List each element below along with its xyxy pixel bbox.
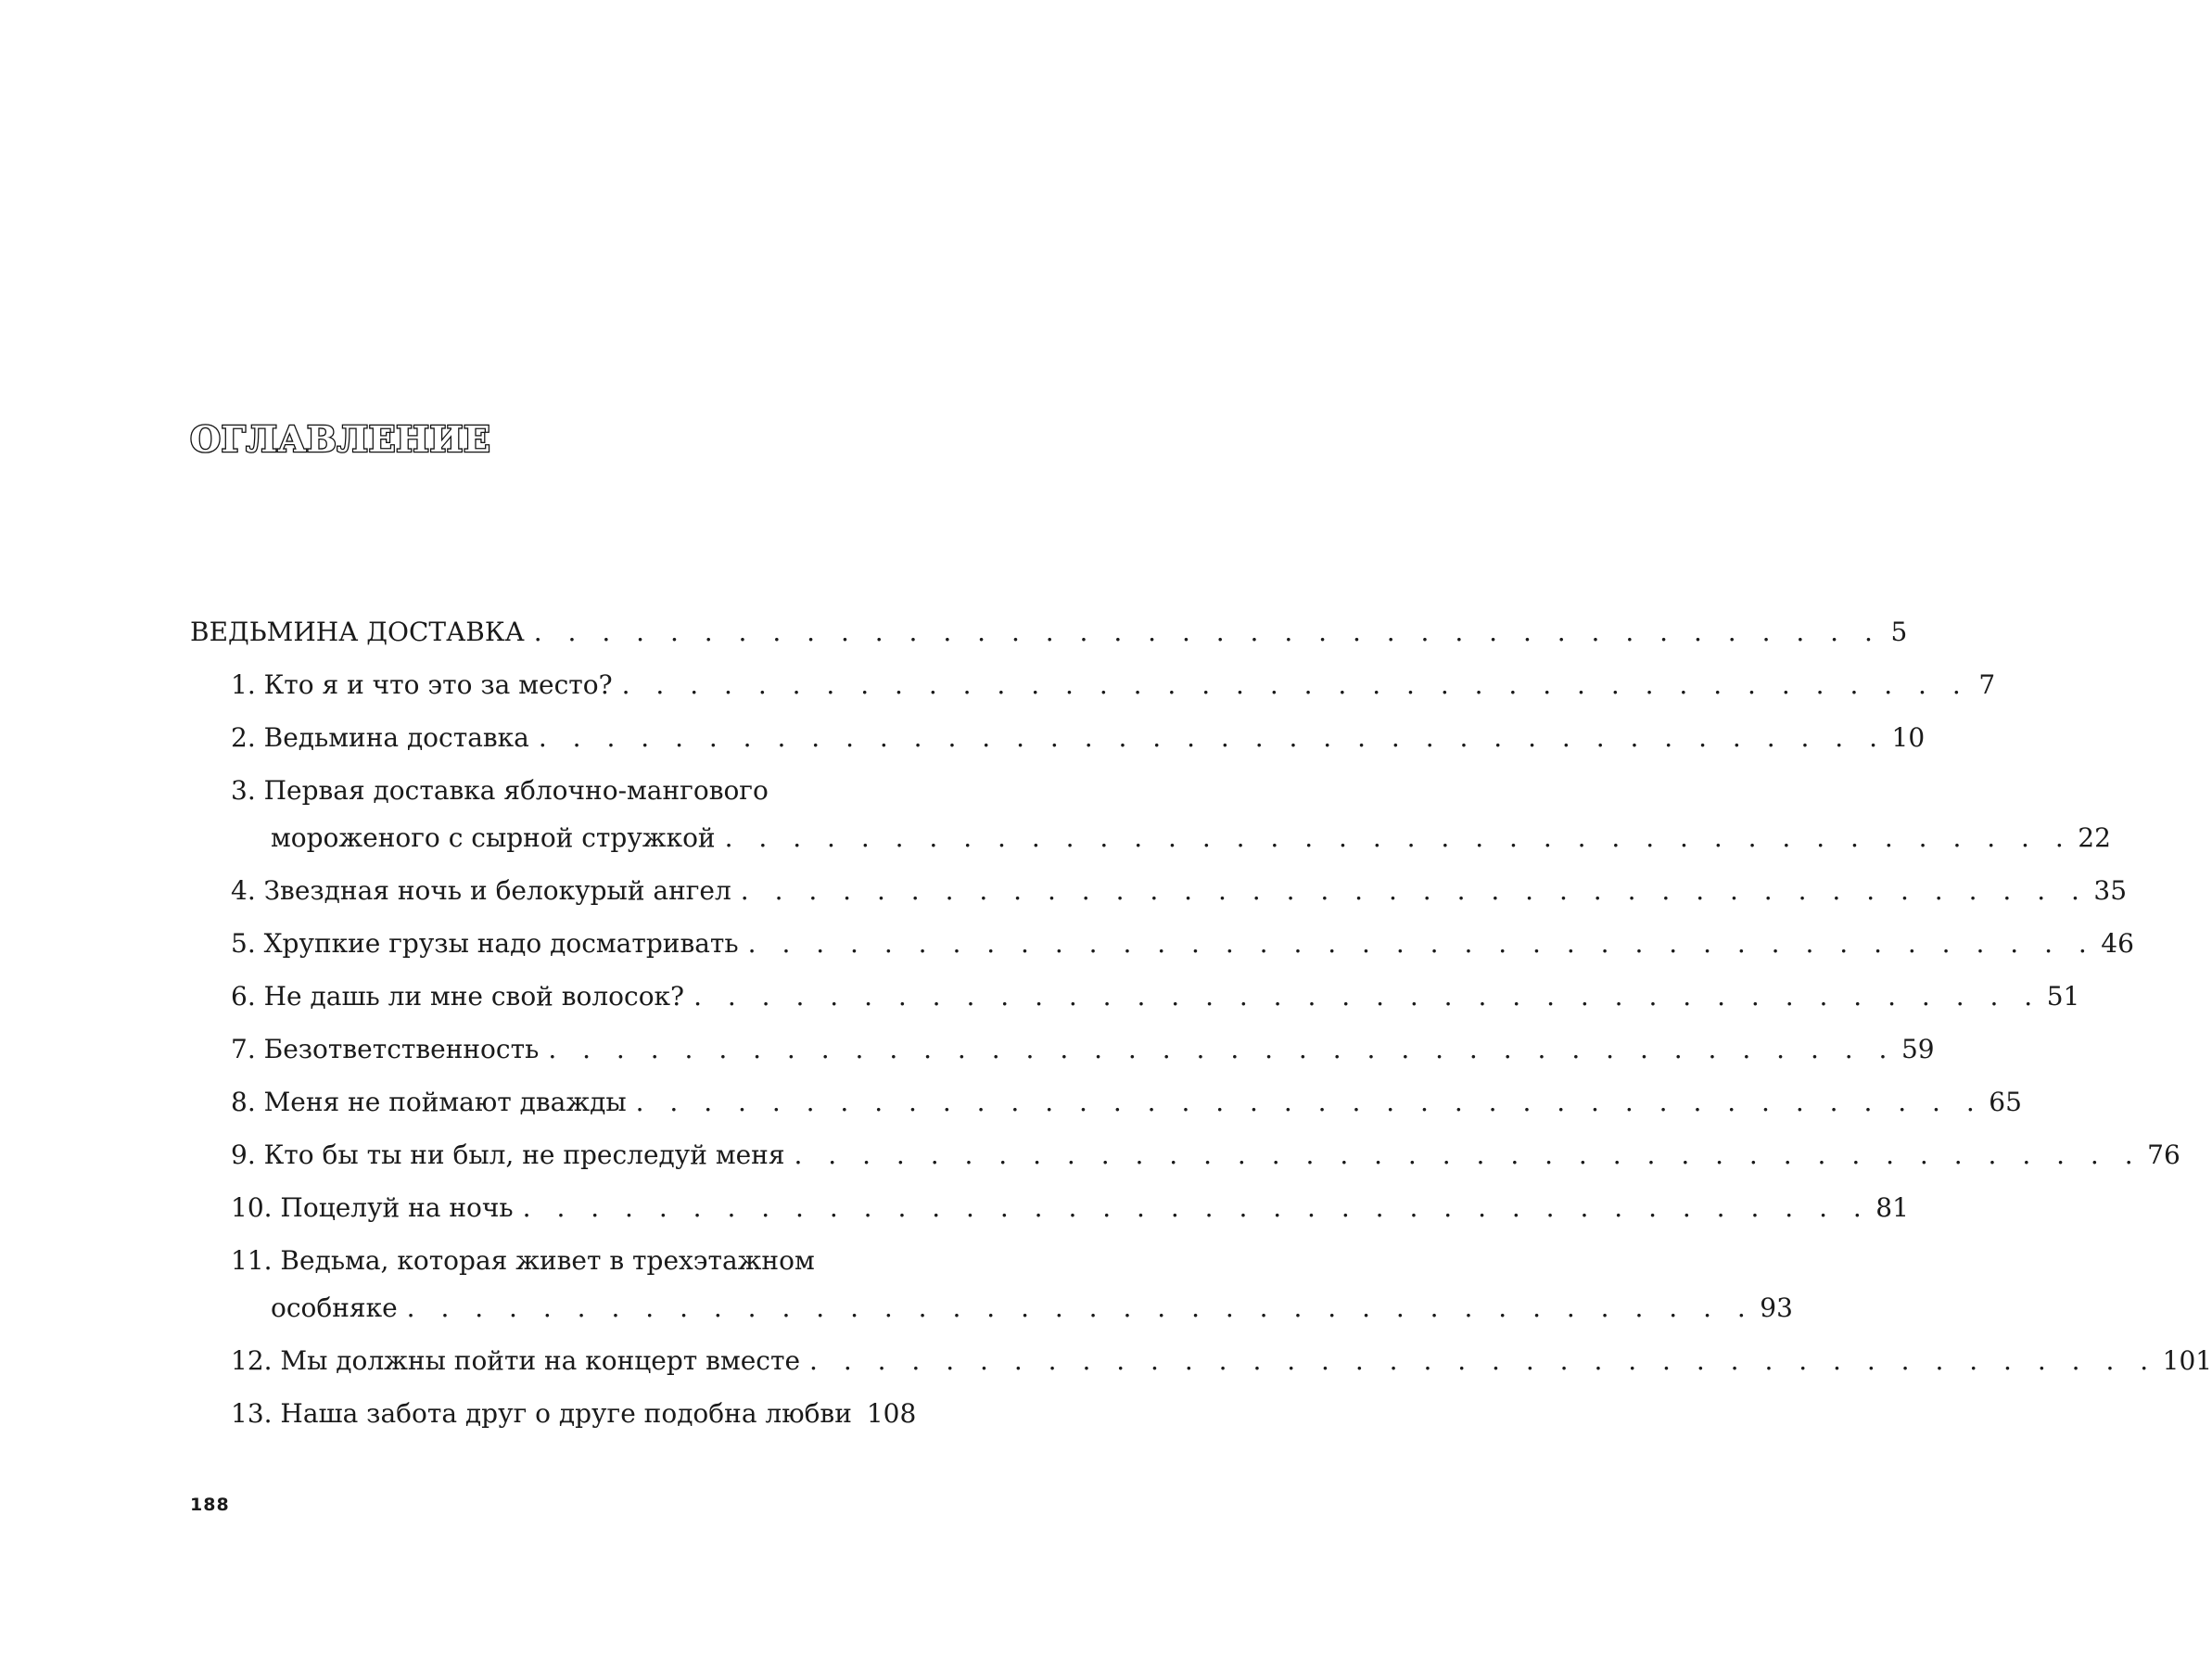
toc-entry-page: 5 [1890, 617, 1908, 647]
toc-entry [190, 775, 909, 825]
toc-entry-page: 10 [1891, 722, 1926, 753]
dot-leader: . . . . . . . . . . . . . . . . . . . . . . . . . . . . . . . . . . . . . . . . [621, 669, 1970, 700]
toc-entry-page: 81 [1875, 1192, 1909, 1223]
toc-entry-title-line1: 3. Первая доставка яблочно-мангового [231, 775, 769, 806]
toc-entry-page: 101 [2162, 1345, 2212, 1376]
toc-part-entry [190, 617, 1908, 672]
toc-entry-continuation [190, 822, 2111, 878]
dot-leader: . . . . . . . . . . . . . . . . . . . . . . . . . . . . . . . . . . . . . . . . [809, 1345, 2157, 1376]
toc-entry-continuation [190, 1292, 1793, 1348]
dot-leader: . . . . . . . . . . . . . . . . . . . . . . . . . . . . . . . . . . . . . . . . [794, 1139, 2142, 1170]
dot-leader: . . . . . . . . . . . . . . . . . . . . . . . . . . . . . . . . . . . . . . . . [548, 1034, 1896, 1064]
toc-entry [190, 1192, 1909, 1248]
toc-entry-page: 51 [2046, 981, 2080, 1012]
toc-entry [190, 1034, 1935, 1089]
dot-leader: . . . . . . . . . . . . . . . . . . . . . . . . . . . . . . . . . . . . . . . . [533, 617, 1882, 647]
toc-entry-title: 1. Кто я и что это за место? [231, 669, 613, 700]
toc-entry-title-line1: 11. Ведьма, которая живет в трехэтажном [231, 1245, 815, 1276]
dot-leader: . . . . . . . . . . . . . . . . . . . . . . . . . . . . . . . . . . . . . . . . [538, 722, 1887, 753]
toc-entry [190, 1398, 917, 1454]
toc-entry-page: 93 [1760, 1292, 1793, 1323]
toc-entry [190, 1139, 2180, 1195]
dot-leader: . . . . . . . . . . . . . . . . . . . . . . . . . . . . . . . . . . . . . . . . [740, 875, 2089, 906]
toc-entry-page: 7 [1978, 669, 1996, 700]
table-of-contents [190, 617, 2212, 1454]
toc-entry-title: 7. Безответственность [231, 1034, 540, 1064]
toc-entry-page: 22 [2078, 822, 2111, 853]
dot-leader: . . . . . . . . . . . . . . . . . . . . . . . . . . . . . . . . . . . . . . . . [635, 1087, 1984, 1117]
toc-entry-title: 10. Поцелуй на ночь [231, 1192, 514, 1223]
toc-entry-page: 35 [2093, 875, 2128, 906]
toc-entry [190, 981, 2080, 1037]
toc-entry-page: 59 [1901, 1034, 1935, 1064]
toc-entry-title: 6. Не дашь ли мне свой волосок? [231, 981, 685, 1012]
toc-entry-title-line2: особняке [271, 1292, 398, 1323]
toc-entry-title: 2. Ведьмина доставка [231, 722, 529, 753]
toc-entry-page: 65 [1989, 1087, 2022, 1117]
page-number: 188 [190, 1495, 230, 1515]
toc-entry [190, 1087, 2022, 1142]
toc-entry [190, 928, 2134, 984]
toc-entry [190, 875, 2128, 931]
toc-entry-title: 12. Мы должны пойти на концерт вместе [231, 1345, 801, 1376]
toc-entry [190, 1245, 909, 1295]
toc-entry-title: ВЕДЬМИНА ДОСТАВКА [190, 617, 525, 647]
toc-entry-title: 4. Звездная ночь и белокурый ангел [231, 875, 731, 906]
toc-entry-page: 108 [866, 1398, 917, 1429]
dot-leader: . . . . . . . . . . . . . . . . . . . . . . . . . . . . . . . . . . . . . . . . [747, 928, 2096, 959]
dot-leader: . . . . . . . . . . . . . . . . . . . . . . . . . . . . . . . . . . . . . . . . [724, 822, 2073, 853]
toc-entry [190, 1345, 2212, 1401]
toc-entry-title: 13. Наша забота друг о друге подобна любви [231, 1398, 852, 1429]
toc-entry-title: 8. Меня не поймают дважды [231, 1087, 627, 1117]
toc-entry [190, 669, 1996, 725]
dot-leader: . . . . . . . . . . . . . . . . . . . . . . . . . . . . . . . . . . . . . . . . [522, 1192, 1871, 1223]
toc-entry-page: 76 [2147, 1139, 2180, 1170]
dot-leader: . . . . . . . . . . . . . . . . . . . . . . . . . . . . . . . . . . . . . . . . [406, 1292, 1755, 1323]
toc-entry-page: 46 [2101, 928, 2134, 959]
toc-entry-title: 5. Хрупкие грузы надо досматривать [231, 928, 739, 959]
toc-entry-title-line2: мороженого с сырной стружкой [271, 822, 716, 853]
page-title: ОГЛАВЛЕНИЕ [190, 418, 491, 460]
toc-entry [190, 722, 1926, 778]
dot-leader: . . . . . . . . . . . . . . . . . . . . . . . . . . . . . . . . . . . . . . . . [693, 981, 2041, 1012]
toc-entry-title: 9. Кто бы ты ни был, не преследуй меня [231, 1139, 785, 1170]
